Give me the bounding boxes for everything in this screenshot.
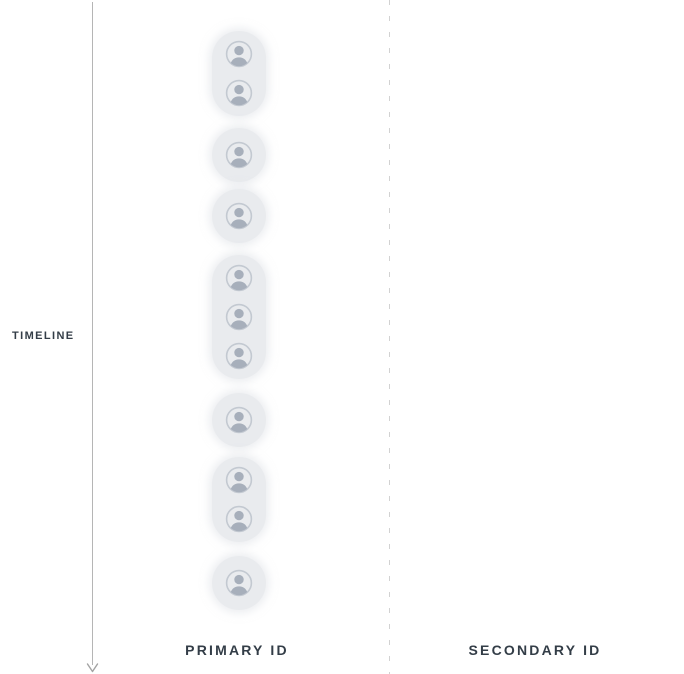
secondary-id-label: SECONDARY ID	[468, 642, 602, 658]
avatar-group	[212, 189, 266, 243]
user-avatar-icon	[225, 406, 253, 434]
timeline-axis-line	[92, 2, 93, 665]
avatar-group	[212, 31, 266, 116]
user-avatar-icon	[225, 202, 253, 230]
primary-id-label: PRIMARY ID	[185, 642, 289, 658]
arrow-down-icon	[86, 663, 99, 673]
timeline-label: TIMELINE	[12, 330, 75, 342]
user-avatar-icon	[225, 303, 253, 331]
avatar-group	[212, 128, 266, 182]
column-divider-dashed-line	[389, 0, 390, 674]
avatar-group	[212, 556, 266, 610]
user-avatar-icon	[225, 569, 253, 597]
avatar-group	[212, 393, 266, 447]
user-avatar-icon	[225, 264, 253, 292]
user-avatar-icon	[225, 342, 253, 370]
avatar-group	[212, 457, 266, 542]
user-avatar-icon	[225, 40, 253, 68]
user-avatar-icon	[225, 505, 253, 533]
user-avatar-icon	[225, 79, 253, 107]
user-avatar-icon	[225, 141, 253, 169]
user-avatar-icon	[225, 466, 253, 494]
avatar-group	[212, 255, 266, 379]
